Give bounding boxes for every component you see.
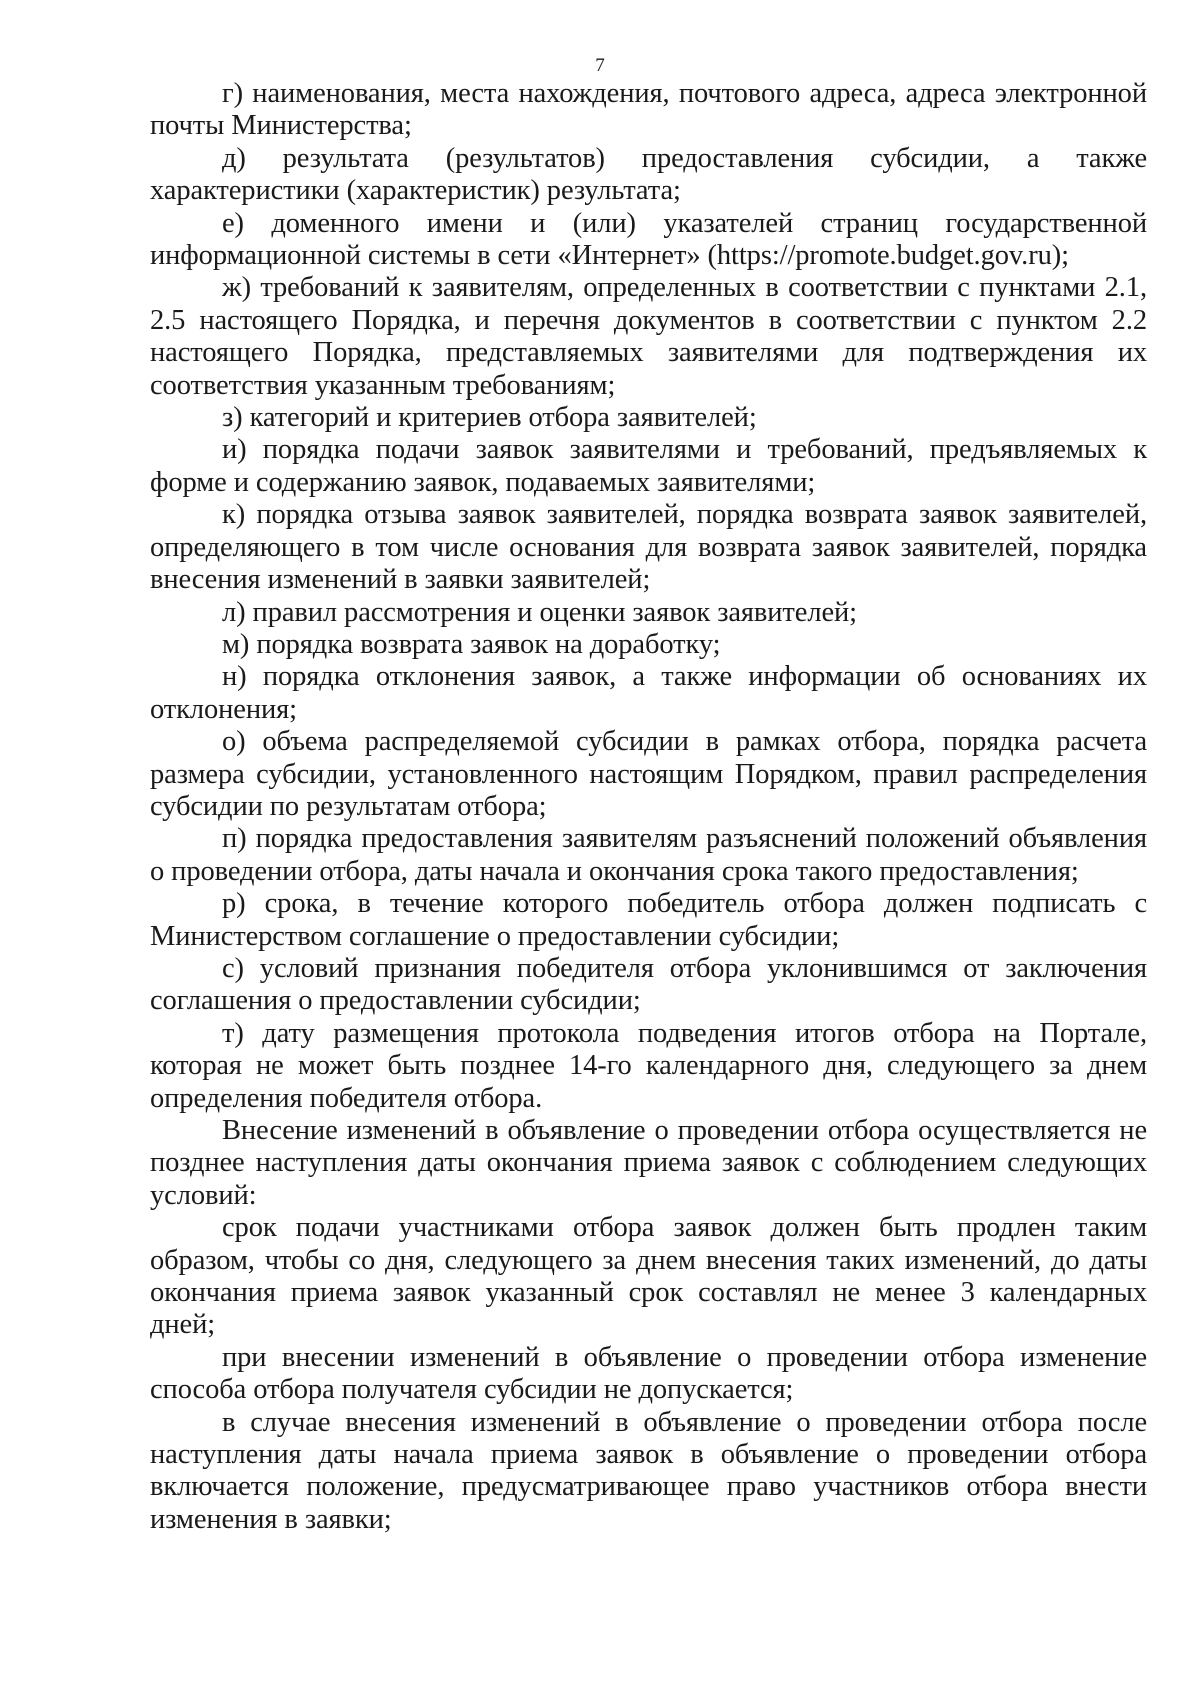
paragraph-method-unchanged: при внесении изменений в объявление о проведении отбора изменение способа отбора получателя субсидии не допускается;: [150, 1341, 1147, 1406]
paragraph-p: п) порядка предоставления заявителям разъяснений положений объявления о проведении отбора, даты начала и окончания срока такого предоставления;: [150, 823, 1147, 887]
paragraph-i: и) порядка подачи заявок заявителями и требований, предъявляемых к форме и содержанию заявок, подаваемых заявителями;: [150, 434, 1147, 498]
page-number: 7: [595, 55, 605, 76]
document-body: [150, 78, 1147, 1536]
paragraph-e: е) доменного имени и (или) указателей страниц государственной информационной системы в сети «Интернет» (https://promote.budget.gov.ru);: [150, 207, 1147, 272]
paragraph-z: з) категорий и критериев отбора заявителей;: [222, 402, 757, 434]
paragraph-n: н) порядка отклонения заявок, а также информации об основаниях их отклонения;: [150, 661, 1147, 725]
paragraph-r: р) срока, в течение которого победитель отбора должен подписать с Министерством соглашение о предоставлении субсидии;: [150, 888, 1147, 952]
paragraph-d: д) результата (результатов) предоставления субсидии, а также характеристики (характеристик) результата;: [150, 142, 1147, 207]
paragraph-zh: ж) требований к заявителям, определенных в соответствии с пунктами 2.1, 2.5 настоящего Порядка, и перечня документов в соответствии с пунктом 2.2 настоящего Порядка, представляемых заявителями для подтверждения их соответствия указанным требованиям;: [150, 272, 1147, 401]
paragraph-g: г) наименования, места нахождения, почтового адреса, адреса электронной почты Министерства;: [150, 78, 1147, 142]
paragraph-k: к) порядка отзыва заявок заявителей, порядка возврата заявок заявителей, определяющего в том числе основания для возврата заявок заявителей, порядка внесения изменений в заявки заявителей;: [150, 499, 1147, 596]
paragraph-o: о) объема распределяемой субсидии в рамках отбора, порядка расчета размера субсидии, установленного настоящим Порядком, правил распределения субсидии по результатам отбора;: [150, 726, 1147, 822]
paragraph-l: л) правил рассмотрения и оценки заявок заявителей;: [222, 596, 857, 628]
paragraph-m: м) порядка возврата заявок на доработку;: [222, 628, 721, 660]
paragraph-right-to-amend: в случае внесения изменений в объявление о проведении отбора после наступления даты начала приема заявок в объявление о проведении отбора включается положение, предусматривающее право участников отбора внести изменения в заявки;: [150, 1406, 1147, 1535]
paragraph-t: т) дату размещения протокола подведения итогов отбора на Портале, которая не может быть позднее 14-го календарного дня, следующего за днем определения победителя отбора.: [150, 1017, 1147, 1114]
paragraph-amendments: Внесение изменений в объявление о проведении отбора осуществляется не позднее наступления даты окончания приема заявок с соблюдением следующих условий:: [150, 1115, 1147, 1211]
paragraph-deadline-extension: срок подачи участниками отбора заявок должен быть продлен таким образом, чтобы со дня, следующего за днем внесения таких изменений, до даты окончания приема заявок указанный срок составлял не менее 3 календарных дней;: [150, 1212, 1147, 1341]
paragraph-s: с) условий признания победителя отбора уклонившимся от заключения соглашения о предоставлении субсидии;: [150, 952, 1147, 1017]
